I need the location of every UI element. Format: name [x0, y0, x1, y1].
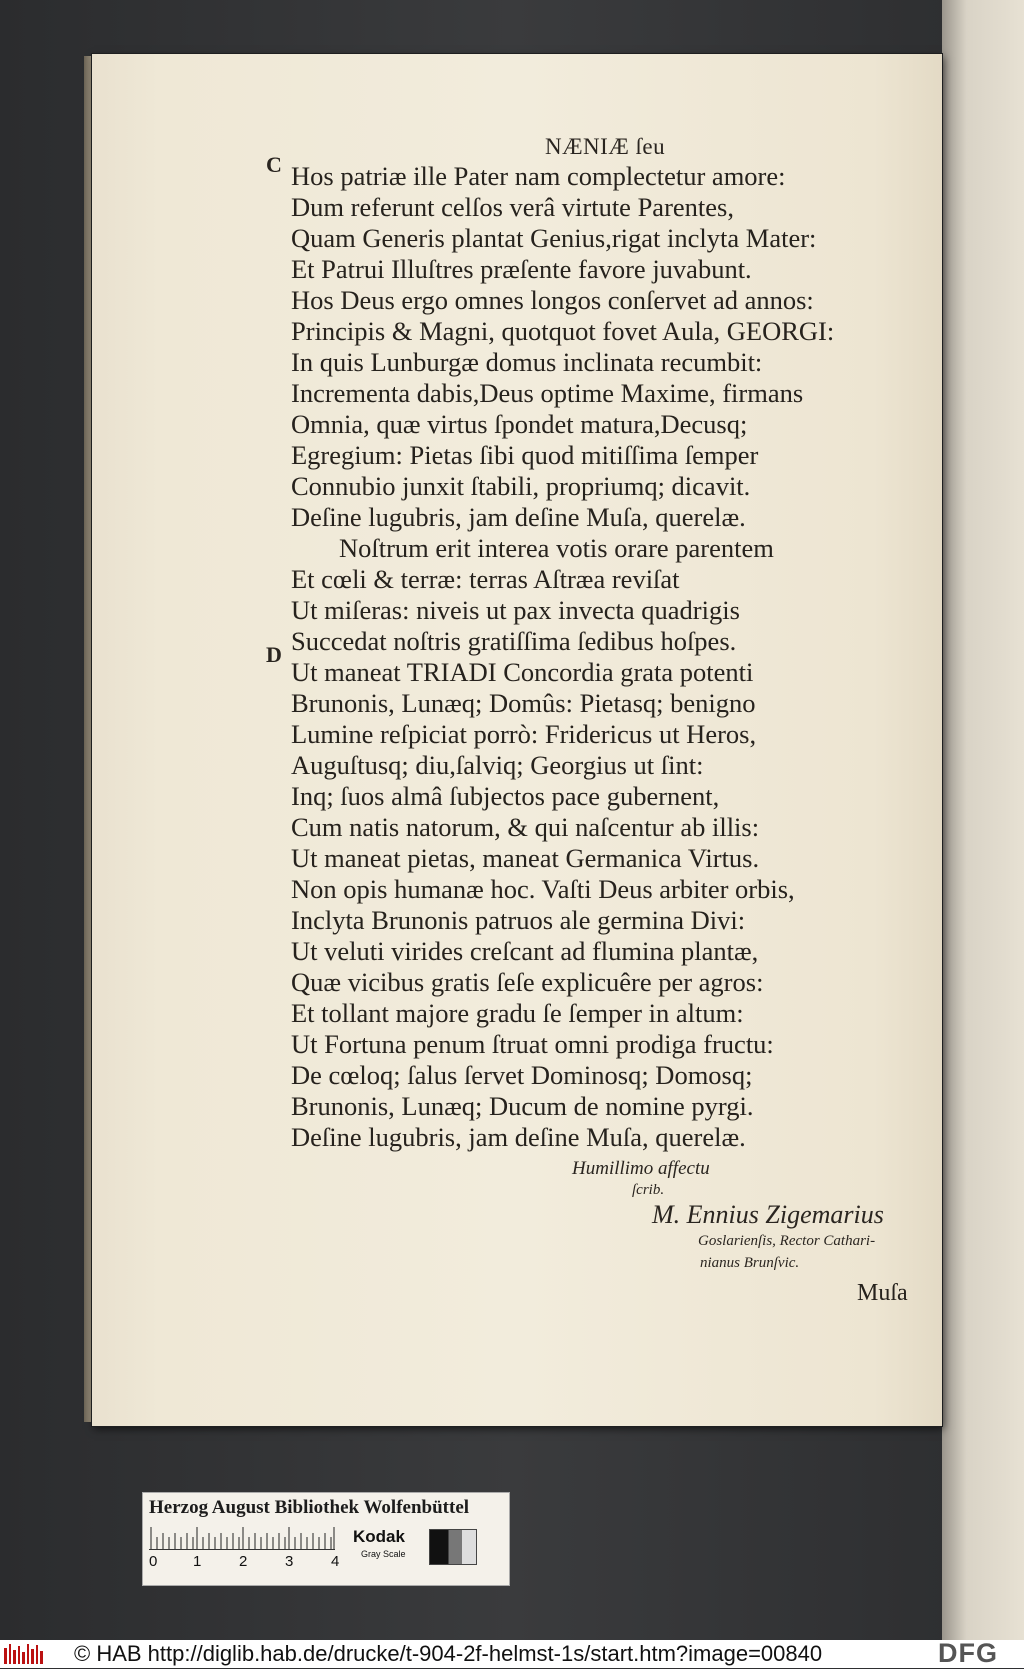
poem-line: Incrementa dabis,Deus optime Maxime, firmans — [291, 378, 804, 408]
scale-number: 1 — [193, 1553, 202, 1570]
poem-line: Non opis humanæ hoc. Vaſti Deus arbiter orbis, — [291, 874, 795, 904]
poem-line: Et cœli & terræ: terras Aſtræa reviſat — [291, 564, 680, 594]
scale-number: 2 — [239, 1553, 248, 1570]
hab-barcode-icon — [4, 1644, 44, 1664]
ruler-icon — [149, 1527, 335, 1550]
signature-affiliation-2: nianus Brunſvic. — [700, 1255, 800, 1271]
margin-letter-d: D — [266, 642, 282, 667]
poem-line: Deſine lugubris, jam deſine Muſa, querelæ. — [291, 502, 746, 532]
poem-line: Auguſtusq; diu,ſalviq; Georgius ut ſint: — [291, 750, 704, 780]
poem-line: In quis Lunburgæ domus inclinata recumbit: — [291, 347, 763, 377]
scale-number: 4 — [331, 1553, 340, 1570]
poem-line: Inclyta Brunonis patruos ale germina Divi: — [291, 905, 746, 935]
poem-line: Brunonis, Lunæq; Ducum de nomine pyrgi. — [291, 1091, 754, 1121]
footer-bar — [0, 1640, 1024, 1668]
poem-line: Omnia, quæ virtus ſpondet matura,Decusq; — [291, 409, 748, 439]
poem-line: Egregium: Pietas ſibi quod mitiſſima ſemper — [291, 440, 759, 470]
poem-line: Hos Deus ergo omnes longos conſervet ad annos: — [291, 285, 814, 315]
signature-dedication: Humillimo affectu — [572, 1158, 710, 1179]
poem-line: Noſtrum erit interea votis orare parentem — [339, 533, 774, 563]
poem-line: Quam Generis plantat Genius,rigat inclyta Mater: — [291, 223, 817, 253]
poem-line: Inq; ſuos almâ ſubjectos pace gubernent, — [291, 781, 720, 811]
poem-line: Dum referunt celſos verâ virtute Parentes, — [291, 192, 734, 222]
library-name: Herzog August Bibliothek Wolfenbüttel — [149, 1497, 470, 1518]
margin-letter-c: C — [266, 152, 282, 177]
poem-line: Ut maneat TRIADI Concordia grata potenti — [291, 657, 754, 687]
signature-scrib: ſcrib. — [632, 1182, 665, 1198]
gray-scale-label: Gray Scale — [361, 1549, 406, 1559]
poem-line: Et Patrui Illuſtres præſente favore juvabunt. — [291, 254, 752, 284]
footer-copyright-link[interactable]: © HAB http://diglib.hab.de/drucke/t-904-2f-helmst-1s/start.htm?image=00840 — [74, 1641, 823, 1666]
poem-line: Deſine lugubris, jam deſine Muſa, querelæ. — [291, 1122, 746, 1152]
poem-line: Hos patriæ ille Pater nam complectetur amore: — [291, 161, 786, 191]
dfg-logo: DFG — [938, 1638, 998, 1668]
poem-line: Ut Fortuna penum ſtruat omni prodiga fructu: — [291, 1029, 774, 1059]
poem-line: Principis & Magni, quotquot fovet Aula, GEORGI: — [291, 316, 835, 346]
poem-line: Et tollant majore gradu ſe ſemper in altum: — [291, 998, 744, 1028]
poem-line: Lumine reſpiciat porrò: Fridericus ut Heros, — [291, 719, 757, 749]
poem-line: Quæ vicibus gratis ſeſe explicuêre per agros: — [291, 967, 764, 997]
gray-scale-swatch — [429, 1529, 477, 1565]
poem-line: Connubio junxit ſtabili, propriumq; dicavit. — [291, 471, 751, 501]
library-color-card — [142, 1492, 510, 1586]
poem-line: Ut veluti virides creſcant ad flumina plantæ, — [291, 936, 759, 966]
poem-line: Ut miſeras: niveis ut pax invecta quadrigis — [291, 595, 740, 625]
poem-text — [291, 161, 891, 1153]
poem-line: Ut maneat pietas, maneat Germanica Virtus. — [291, 843, 760, 873]
poem-line: Cum natis natorum, & qui naſcentur ab illis: — [291, 812, 760, 842]
running-header: NÆNIÆ ſeu — [545, 134, 666, 159]
scale-number: 0 — [149, 1553, 158, 1570]
signature-affiliation: Goslarienſis, Rector Cathari- — [698, 1233, 876, 1249]
signature-name: M. Ennius Zigemarius — [652, 1200, 884, 1229]
poem-line: Succedat noſtris gratiſſima ſedibus hoſpes. — [291, 626, 737, 656]
kodak-logo: Kodak — [353, 1527, 405, 1546]
poem-line: Brunonis, Lunæq; Domûs: Pietasq; benigno — [291, 688, 756, 718]
poem-line: De cœloq; ſalus ſervet Dominosq; Domosq; — [291, 1060, 753, 1090]
scale-number: 3 — [285, 1553, 294, 1570]
facing-page-edge — [942, 0, 1024, 1640]
catchword: Muſa — [857, 1280, 908, 1306]
